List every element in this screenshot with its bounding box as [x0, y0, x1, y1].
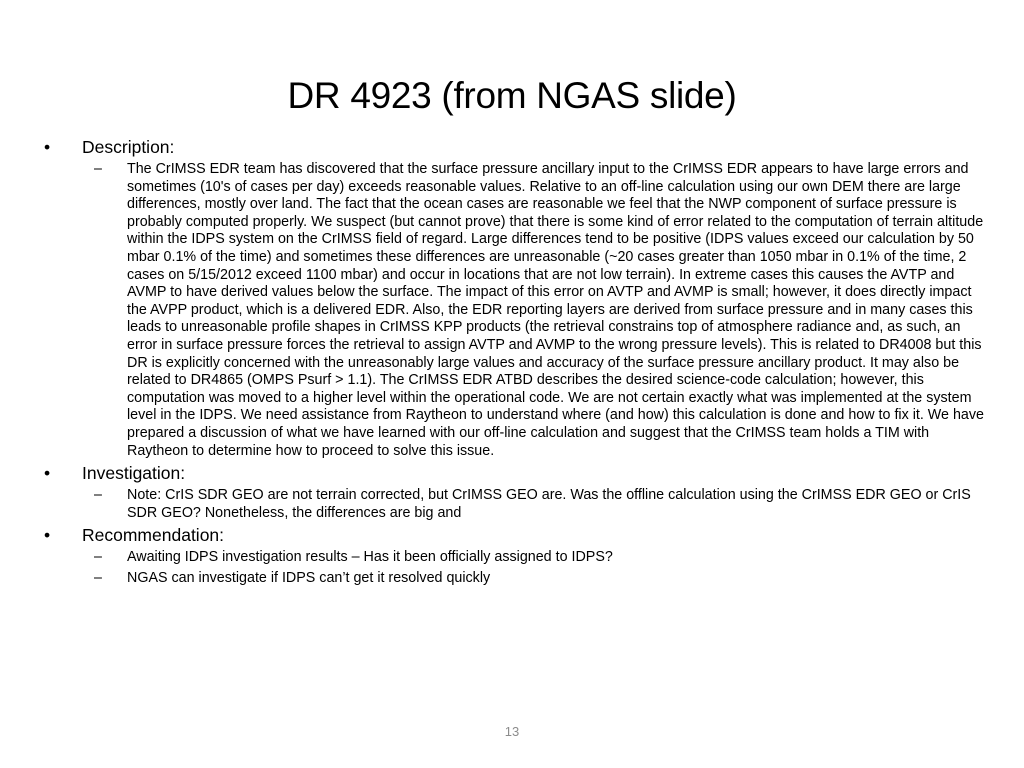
bullet-heading: Description: — [82, 137, 175, 157]
sub-bullet-text: Awaiting IDPS investigation results – Has it been officially assigned to IDPS? — [127, 549, 613, 566]
dash-glyph: – — [94, 569, 102, 586]
slide-title: DR 4923 (from NGAS slide) — [287, 75, 737, 116]
dash-glyph: – — [94, 487, 102, 504]
bullet-item — [44, 462, 994, 484]
slide-content — [44, 134, 994, 589]
page-number: 13 — [504, 724, 520, 739]
sub-bullet-text: NGAS can investigate if IDPS can’t get it resolved quickly — [127, 569, 491, 586]
bullet-glyph: • — [44, 463, 51, 484]
section-description — [44, 136, 994, 460]
sub-bullet-text: The CrIMSS EDR team has discovered that the surface pressure ancillary input to the CrIMSS EDR appears to have large errors and sometimes (10's of cases per day) exceeds reasonable values. Relative to an off-line calculation using our own DEM there are large differences, mostly over land. The fact that the ocean cases are reasonable we feel that the NWP component of surface pressure is probably computed properly. We suspect (but cannot prove) that there is some kind of error related to the computation of terrain altitude within the IDPS system on the CrIMSS field of regard. Large differences tend to be positive (IDPS values exceed our calculation by 50 mbar 0.1% of the time) and sometimes these differences are unreasonable (~20 cases greater than 1050 mbar in 0.1% of the time, 2 cases on 5/15/2012 exceed 1100 mbar) and occur in locations that are not low terrain). In extreme cases this causes the AVTP and AVMP to have derived values below the surface. The impact of this error on AVTP and AVMP is small; however, it does directly impact the AVPP product, which is a delivered EDR. Also, the EDR reporting layers are derived from surface pressure and in many cases this leads to unreasonable profile shapes in CrIMSS KPP products (the retrieval constrains top of atmosphere radiance and, as such, an error in surface pressure forces the retrieval to assign AVTP and AVMP to the wrong pressure levels). This is related to DR4008 but this DR is explicitly concerned with the unreasonably large values and accuracy of the surface pressure ancillary product. It may also be related to DR4865 (OMPS Psurf > 1.1). The CrIMSS EDR ATBD describes the desired science-code calculation; however, this computation was moved to a higher level within the operational code. We are not certain exactly what was implemented at the system level in the IDPS. We need assistance from Raytheon to understand where (and how) this calculation is done and how to fix it. We have prepared a discussion of what we have learned with our off-line calculation and suggest that the CrIMSS team holds a TIM with Raytheon to determine how to proceed to solve this issue. — [127, 161, 984, 459]
section-investigation — [44, 462, 994, 522]
sub-bullet-item — [44, 570, 994, 588]
bullet-glyph: • — [44, 137, 51, 157]
sub-bullet-item — [44, 161, 994, 460]
sub-bullet-item — [44, 549, 994, 567]
bullet-item — [44, 136, 994, 158]
dash-glyph: – — [94, 161, 102, 177]
section-recommendation — [44, 524, 994, 587]
dash-glyph: – — [94, 549, 102, 566]
sub-bullet-item — [44, 487, 994, 522]
bullet-heading: Recommendation: — [82, 525, 225, 546]
bullet-item — [44, 524, 994, 546]
bullet-glyph: • — [44, 525, 51, 546]
sub-bullet-text: Note: CrIS SDR GEO are not terrain corrected, but CrIMSS GEO are. Was the offline calculation using the CrIMSS EDR GEO or CrIS SDR GEO? Nonetheless, the differences are big and — [127, 487, 971, 521]
bullet-heading: Investigation: — [82, 463, 186, 484]
